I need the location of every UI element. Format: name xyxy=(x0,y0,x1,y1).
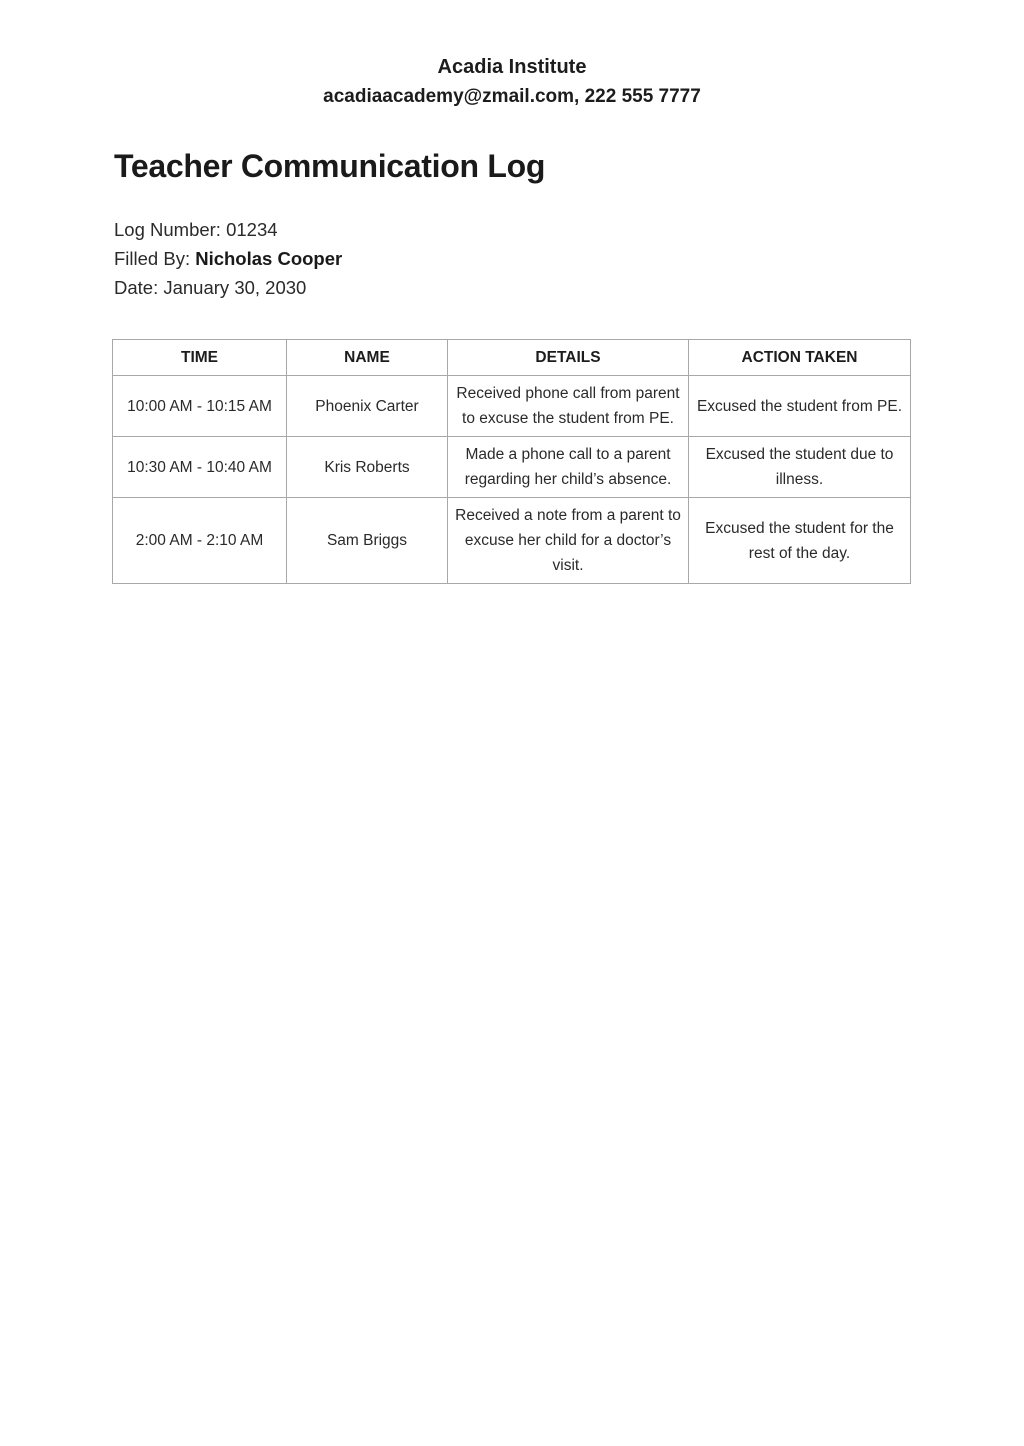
cell-time: 2:00 AM - 2:10 AM xyxy=(113,498,287,584)
filled-by-label: Filled By: xyxy=(114,248,191,269)
filled-by-line xyxy=(114,246,342,272)
cell-details: Received phone call from parent to excuse the student from PE. xyxy=(448,376,689,437)
cell-details: Made a phone call to a parent regarding her child’s absence. xyxy=(448,437,689,498)
organization-contact: acadiaacademy@zmail.com, 222 555 7777 xyxy=(323,86,701,107)
cell-action: Excused the student due to illness. xyxy=(689,437,911,498)
log-number-value: 01234 xyxy=(226,219,278,240)
table-row xyxy=(113,437,911,498)
date-value: January 30, 2030 xyxy=(163,277,307,298)
date-line xyxy=(114,275,306,301)
column-header-details: DETAILS xyxy=(448,340,689,376)
cell-time: 10:00 AM - 10:15 AM xyxy=(113,376,287,437)
cell-action: Excused the student for the rest of the day. xyxy=(689,498,911,584)
log-number-label: Log Number: xyxy=(114,219,221,240)
table-row xyxy=(113,376,911,437)
document-title: Teacher Communication Log xyxy=(114,148,546,184)
column-header-name: NAME xyxy=(287,340,448,376)
table-row xyxy=(113,498,911,584)
organization-name: Acadia Institute xyxy=(437,56,587,78)
column-header-action-taken: ACTION TAKEN xyxy=(689,340,911,376)
communication-log-table xyxy=(112,339,911,584)
log-number-line xyxy=(114,217,278,243)
table-header-row xyxy=(113,340,911,376)
cell-details: Received a note from a parent to excuse her child for a doctor’s visit. xyxy=(448,498,689,584)
date-label: Date: xyxy=(114,277,159,298)
cell-action: Excused the student from PE. xyxy=(689,376,911,437)
filled-by-value: Nicholas Cooper xyxy=(195,248,343,269)
column-header-time: TIME xyxy=(113,340,287,376)
cell-name: Sam Briggs xyxy=(287,498,448,584)
cell-name: Phoenix Carter xyxy=(287,376,448,437)
cell-name: Kris Roberts xyxy=(287,437,448,498)
cell-time: 10:30 AM - 10:40 AM xyxy=(113,437,287,498)
